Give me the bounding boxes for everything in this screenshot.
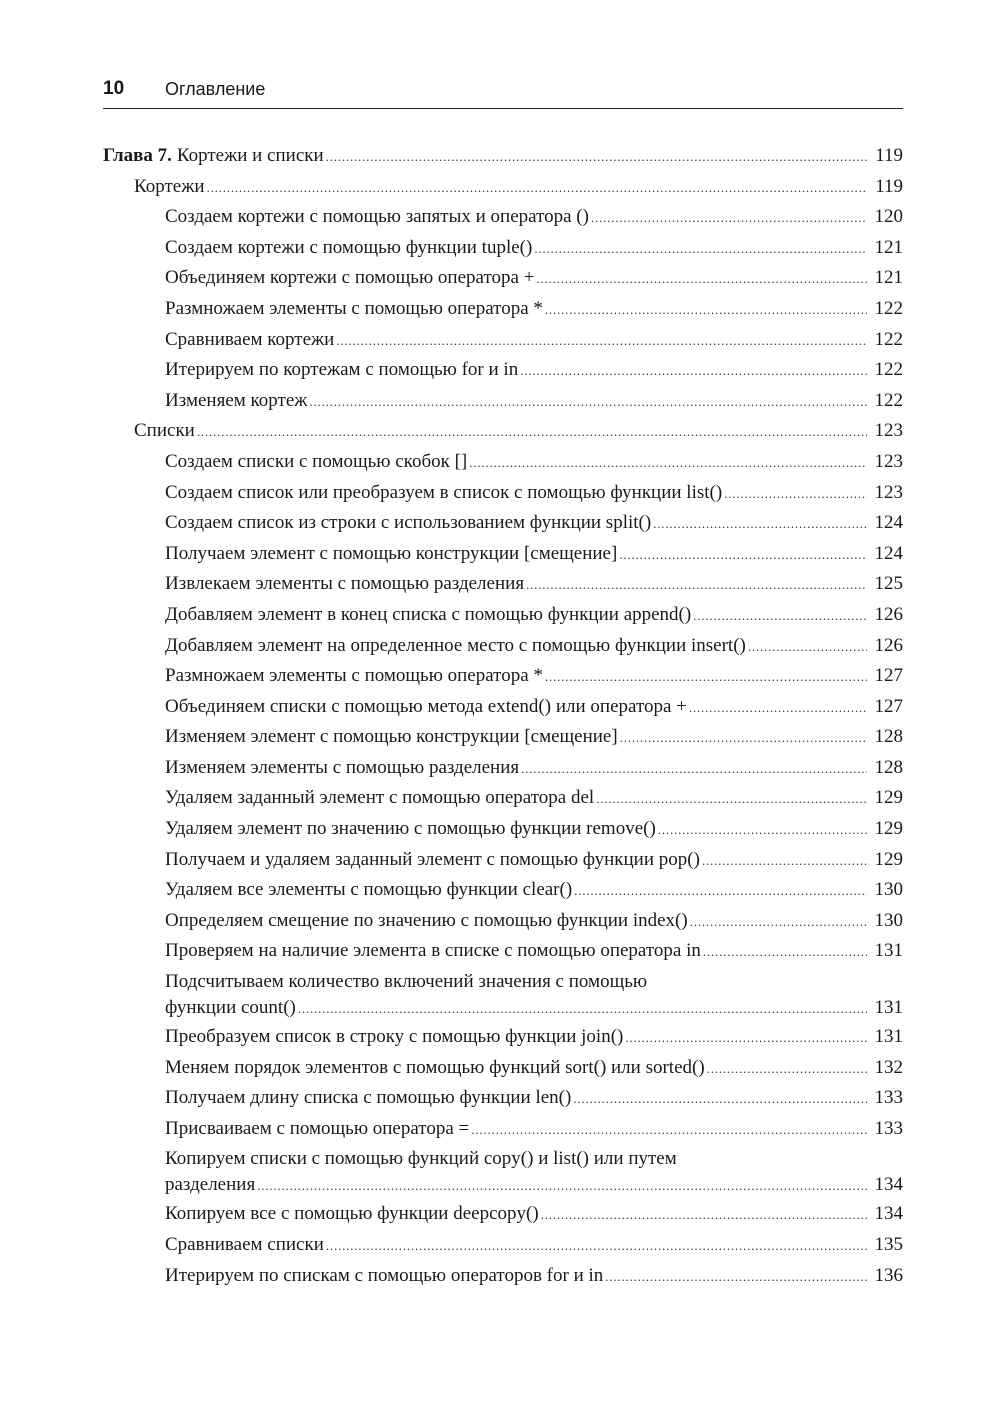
dot-leader	[326, 1231, 867, 1262]
toc-entry-title: Копируем все с помощью функции deepcopy()	[165, 1203, 539, 1225]
toc-entry-title: Итерируем по спискам с помощью операторов for и in	[165, 1264, 604, 1286]
toc-subsection-entry	[103, 631, 903, 662]
chapter-label: Глава 7.	[103, 145, 172, 166]
dot-leader	[591, 203, 867, 234]
dot-leader	[207, 173, 867, 204]
toc-page-number: 127	[874, 665, 903, 687]
toc-page-number: 122	[874, 389, 903, 411]
dot-leader	[545, 662, 867, 693]
toc-page-number: 126	[874, 634, 903, 656]
toc-entry-title: Кортежи	[134, 175, 205, 197]
toc-page-number: 123	[874, 420, 903, 442]
toc-subsection-entry	[103, 783, 903, 814]
toc-entry-title: Создаем списки с помощью скобок []	[165, 450, 468, 472]
toc-page-number: 130	[874, 909, 903, 931]
toc-subsection-entry	[103, 845, 903, 876]
toc-section-entry	[103, 416, 903, 447]
dot-leader	[471, 1115, 867, 1146]
toc-entry-title: Меняем порядок элементов с помощью функций sort() или sorted()	[165, 1056, 705, 1078]
toc-entry-title: Объединяем кортежи с помощью оператора +	[165, 267, 535, 289]
toc-subsection-entry	[103, 508, 903, 539]
toc-subsection-entry	[103, 539, 903, 570]
dot-leader	[748, 632, 867, 663]
toc-entry-title-continued: функции count()	[165, 997, 296, 1019]
dot-leader	[653, 509, 867, 540]
toc-entry-title: Изменяем кортеж	[165, 389, 308, 411]
toc-entry-title: Объединяем списки с помощью метода extend() или оператора +	[165, 695, 687, 717]
toc-subsection-entry	[103, 906, 903, 937]
dot-leader	[689, 693, 867, 724]
dot-leader	[702, 846, 867, 877]
toc-page-number: 134	[874, 1203, 903, 1225]
toc-subsection-entry	[103, 478, 903, 509]
toc-subsection-entry	[103, 294, 903, 325]
dot-leader	[520, 356, 867, 387]
toc-page-number: 129	[874, 787, 903, 809]
dot-leader	[707, 1054, 867, 1085]
dot-leader	[573, 1084, 867, 1115]
toc-page-number: 122	[874, 328, 903, 350]
toc-page-number: 132	[874, 1056, 903, 1078]
toc-page-number: 128	[874, 726, 903, 748]
dot-leader	[690, 907, 867, 938]
toc-page-number: 122	[874, 297, 903, 319]
toc-page-number: 127	[874, 695, 903, 717]
toc-entry-title: Итерируем по кортежам с помощью for и in	[165, 359, 519, 381]
toc-entry-title: Создаем кортежи с помощью функции tuple()	[165, 236, 533, 258]
toc-page-number: 125	[874, 573, 903, 595]
toc-page-number: 134	[874, 1174, 903, 1196]
toc-entry-title: Сравниваем списки	[165, 1234, 324, 1255]
toc-subsection-entry	[103, 233, 903, 264]
toc-page-number: 133	[874, 1117, 903, 1139]
toc-page-number: 136	[874, 1264, 903, 1286]
toc-page-number: 121	[874, 236, 903, 258]
toc-subsection-entry	[103, 355, 903, 386]
toc-page-number: 124	[874, 542, 903, 564]
dot-leader	[620, 723, 867, 754]
toc-entry-title: Определяем смещение по значению с помощью функции index()	[165, 909, 688, 931]
dot-leader	[298, 996, 867, 1022]
toc-subsection-entry	[103, 1053, 903, 1084]
toc-page-number: 126	[874, 603, 903, 625]
dot-leader	[197, 417, 867, 448]
table-of-contents	[103, 141, 903, 1291]
dot-leader	[625, 1023, 867, 1054]
dot-leader	[605, 1262, 867, 1293]
toc-entry-title: Создаем список из строки с использованием функции split()	[165, 512, 652, 534]
dot-leader	[536, 264, 867, 295]
toc-subsection-entry	[103, 875, 903, 906]
toc-chapter-entry	[103, 141, 903, 172]
toc-entry-title: Извлекаем элементы с помощью разделения	[165, 573, 525, 595]
toc-page-number: 129	[874, 848, 903, 870]
toc-page-number: 122	[874, 359, 903, 381]
toc-subsection-entry	[103, 753, 903, 784]
dot-leader	[526, 570, 867, 601]
toc-entry-title: Создаем кортежи с помощью запятых и оператора ()	[165, 206, 589, 228]
toc-subsection-entry	[103, 692, 903, 723]
toc-subsection-entry	[103, 447, 903, 478]
toc-entry-title: Присваиваем с помощью оператора =	[165, 1117, 470, 1139]
toc-subsection-entry	[103, 600, 903, 631]
toc-entry-title: Получаем и удаляем заданный элемент с помощью функции pop()	[165, 848, 700, 870]
dot-leader	[619, 540, 867, 571]
toc-entry-title: Списки	[134, 420, 195, 442]
toc-subsection-entry	[103, 1144, 903, 1199]
toc-entry-title: Получаем элемент с помощью конструкции [смещение]	[165, 542, 618, 564]
toc-subsection-entry	[103, 202, 903, 233]
toc-page-number: 128	[874, 756, 903, 778]
toc-subsection-entry	[103, 386, 903, 417]
dot-leader	[703, 937, 867, 968]
toc-subsection-entry	[103, 1083, 903, 1114]
dot-leader	[326, 142, 867, 173]
toc-subsection-entry	[103, 1022, 903, 1053]
toc-entry-title: Удаляем элемент по значению с помощью функции remove()	[165, 818, 656, 840]
toc-entry-title: Размножаем элементы с помощью оператора *	[165, 665, 543, 687]
page-number: 10	[103, 78, 125, 99]
toc-page-number: 133	[874, 1087, 903, 1109]
toc-entry-title: Добавляем элемент на определенное место с помощью функции insert()	[165, 634, 746, 656]
toc-subsection-entry	[103, 263, 903, 294]
dot-leader	[545, 295, 867, 326]
header-divider	[103, 108, 903, 109]
toc-entry-title: Сравниваем кортежи	[165, 328, 335, 350]
toc-page-number: 131	[874, 1026, 903, 1048]
toc-subsection-entry	[103, 936, 903, 967]
toc-page-number: 129	[874, 818, 903, 840]
dot-leader	[596, 784, 867, 815]
toc-entry-title: Изменяем элементы с помощью разделения	[165, 756, 520, 778]
running-title: Оглавление	[165, 79, 266, 99]
toc-subsection-entry	[103, 1114, 903, 1145]
dot-leader	[534, 234, 867, 265]
toc-entry-title: Удаляем заданный элемент с помощью оператора del	[165, 787, 595, 809]
toc-page-number: 131	[874, 997, 903, 1019]
toc-entry-title: Добавляем элемент в конец списка с помощью функции append()	[165, 603, 692, 625]
toc-page-number: 119	[875, 145, 903, 166]
toc-subsection-entry	[103, 814, 903, 845]
toc-entry-title: Получаем длину списка с помощью функции len()	[165, 1087, 572, 1109]
toc-entry-title: Проверяем на наличие элемента в списке с помощью оператора in	[165, 940, 701, 962]
toc-subsection-entry	[103, 1199, 903, 1230]
toc-entry-title: Преобразуем список в строку с помощью функции join()	[165, 1026, 624, 1048]
dot-leader	[336, 326, 867, 357]
toc-entry-title: Кортежи и списки	[176, 145, 324, 166]
toc-subsection-entry	[103, 1230, 903, 1261]
dot-leader	[541, 1200, 867, 1231]
running-header	[103, 76, 903, 106]
toc-entry-title: Удаляем все элементы с помощью функции clear()	[165, 879, 573, 901]
dot-leader	[658, 815, 867, 846]
toc-entry-title-continued: разделения	[165, 1174, 256, 1196]
toc-entry-line2	[165, 1172, 903, 1199]
toc-entry-title: Создаем список или преобразуем в список с помощью функции list()	[165, 481, 723, 503]
toc-section-entry	[103, 172, 903, 203]
dot-leader	[724, 479, 867, 510]
toc-entry-line2	[165, 995, 903, 1022]
toc-subsection-entry	[103, 325, 903, 356]
toc-subsection-entry	[103, 722, 903, 753]
dot-leader	[469, 448, 867, 479]
toc-entry-title: Подсчитываем количество включений значения с помощью	[165, 971, 648, 993]
toc-entry-title: Изменяем элемент с помощью конструкции [смещение]	[165, 726, 618, 748]
toc-page-number: 123	[874, 481, 903, 503]
dot-leader	[257, 1173, 867, 1199]
toc-page-number: 135	[874, 1234, 903, 1255]
toc-page-number: 124	[874, 512, 903, 534]
toc-subsection-entry	[103, 569, 903, 600]
dot-leader	[521, 754, 867, 785]
dot-leader	[693, 601, 867, 632]
dot-leader	[309, 387, 867, 418]
toc-page-number: 131	[874, 940, 903, 962]
toc-subsection-entry	[103, 967, 903, 1022]
toc-entry-title: Копируем списки с помощью функций copy() и list() или путем	[165, 1148, 677, 1170]
toc-subsection-entry	[103, 1261, 903, 1292]
toc-page-number: 121	[874, 267, 903, 289]
toc-page-number: 119	[875, 175, 903, 197]
toc-page-number: 123	[874, 450, 903, 472]
dot-leader	[574, 876, 867, 907]
toc-entry-title: Размножаем элементы с помощью оператора *	[165, 297, 543, 319]
toc-page-number: 130	[874, 879, 903, 901]
toc-page-number: 120	[874, 206, 903, 228]
toc-subsection-entry	[103, 661, 903, 692]
